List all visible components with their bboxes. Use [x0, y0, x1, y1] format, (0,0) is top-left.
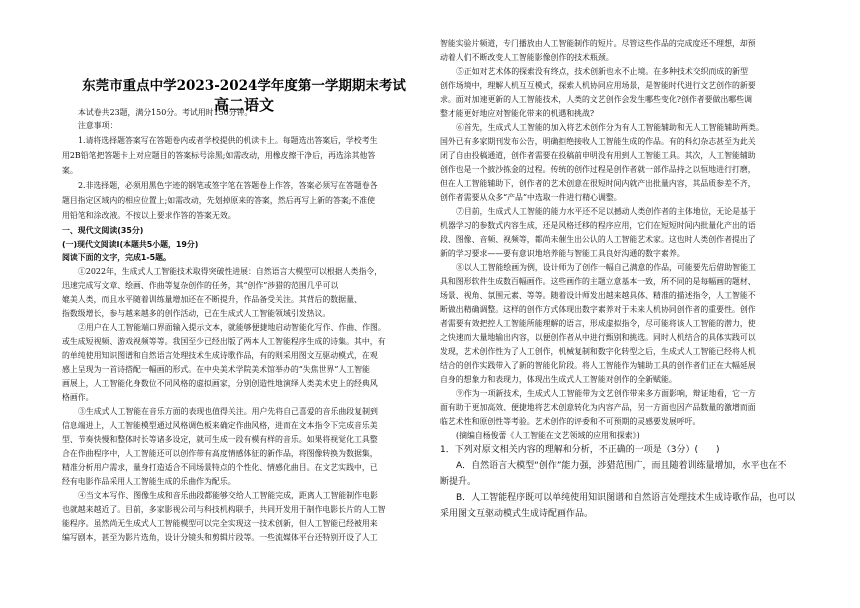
passage-line: 求。面对加速更新的人工智能技术，人类的文艺创作会发生哪些变化?创作者要做出哪些调 — [440, 95, 752, 104]
passage-line: 迅速完成写文章、绘画、作曲等复杂创作的任务，其“创作”涉猎的范围几乎可以 — [62, 281, 339, 290]
notice-line: 2.非选择题，必须用黑色字迹的钢笔或签字笔在答题卷上作答，答案必须写在答题卷各 — [78, 181, 378, 190]
passage-line: 临艺术性和原创性等考验。艺术创作的评委和不可预期的灵感要发展呼吁。 — [440, 417, 701, 426]
option-b: B．人工智能程序既可以单纯使用知识图谱和自然语言处理技术生成诗歌作品，也可以 — [456, 493, 796, 503]
passage-line: 机器学习的参数式内容生成，还是风格迁移的程序应用，它们在短短时间内批量化产出的语 — [440, 221, 756, 230]
passage-line: ⑦目前，生成式人工智能的能力水平还不足以撼动人类创作者的主体地位，无论是基于 — [456, 207, 756, 216]
passage-line: 感上呈现为一首诗搭配一幅画的形式。在中央美术学院美术馆举办的“失焦世界”人工智能 — [62, 365, 370, 374]
passage-line: 动着人们不断改变人工智能影像创作的技术瓶颈。 — [440, 53, 614, 62]
passage-line: 创作也是一个披沙拣金的过程。传统的创作过程是创作者就一部作品持之以恒地进行打磨， — [440, 165, 756, 174]
section-heading: 一、现代文阅读(35分) — [62, 226, 144, 235]
passage-line: 但在人工智能辅助下，创作者的艺术创意在很短时间内就产出批量内容，其品质参差不齐， — [440, 179, 756, 188]
passage-line: 格画作。 — [62, 393, 94, 402]
exam-title: 东莞市重点中学2023-2024学年度第一学期期末考试 — [82, 78, 406, 94]
passage-line: 自身的想象力和表现力，体现出生成式人工智能对创作的全新赋能。 — [440, 375, 677, 384]
passage-line: ⑥首先，生成式人工智能的加入将艺术创作分为有人工智能辅助和无人工智能辅助两类。 — [456, 123, 764, 132]
question-stem: 1．下列对原文相关内容的理解和分析，不正确的一项是（3分）( ) — [440, 445, 720, 455]
passage-line: 精准分析用户需求，量身打造适合不同场景特点的个性化、情感化曲目。在文艺实践中，已 — [62, 463, 378, 472]
passage-line: ⑧以人工智能绘画为例，设计师为了创作一幅自己满意的作品，可能要先后借助智能工 — [456, 263, 756, 272]
passage-line: 能程序。虽然尚无生成式人工智能模型可以完全实现这一技术创新，但人工智能已经被用来 — [62, 519, 378, 528]
passage-line: 指数级增长，参与越来越多的创作活动，已在生成式人工智能领域引发热议。 — [62, 309, 331, 318]
passage-line: ①2022年，生成式人工智能技术取得突破性进展：自然语言大模型可以根据人类指令， — [78, 267, 383, 276]
subsection-heading: (一)现代文阅读Ⅰ(本题共5小题，19分) — [62, 240, 199, 249]
passage-line: 型、节奏快慢和整体时长等诸多设定，就可生成一段有模有样的音乐。如果将视觉化工具整 — [62, 435, 378, 444]
passage-line: 场景、视角、氛围元素、等等。随着设计师发出越来越具体、精准的描述指令，人工智能不 — [440, 291, 756, 300]
notice-line: 案。 — [62, 166, 78, 175]
passage-line: 整才能更好地应对智能化带来的机遇和挑战? — [440, 109, 595, 118]
passage-line: 国外已有多家期刊发布公告，明确拒绝接收人工智能生成的作品。有的科幻杂志甚至为此关 — [440, 137, 756, 146]
passage-line: 创作者需要从众多“产品”中选取一件进行精心调整。 — [440, 193, 622, 202]
passage-line: ③生成式人工智能在音乐方面的表现也值得关注。用户先将自己喜爱的音乐曲段复制到 — [78, 407, 378, 416]
option-b-continued: 采用图文互驱动模式生成诗配画作品。 — [440, 509, 594, 519]
passage-line: ②用户在人工智能端口界面输入提示文本，就能够便捷地启动智能化写作、作曲、作图。 — [78, 323, 386, 332]
notice-line: 1.请将选择题答案写在答题卷内或者学校提供的机读卡上。每题选出答案后，学校考生 — [78, 136, 378, 145]
passage-line: 具和图形软件生成数百幅画作。这些画作的主题立意基本一致，所不同的是每幅画的题材、 — [440, 277, 756, 286]
passage-line: ④当文本写作、图像生成和音乐曲段都能够交给人工智能完成，距离人工智能制作电影 — [78, 491, 378, 500]
notice-line: 用2B铅笔把答题卡上对应题目的答案标号涂黑;如需改动，用橡皮擦干净后，再选涂其他答 — [62, 151, 376, 160]
passage-line: 创作场境中，理解人机互互模式，探索人机协同应用场景，是智能时代进行文艺创作的新要 — [440, 81, 756, 90]
passage-line: 段、图像、音频、视频等，都尚未催生出公认的人工智能艺术家。这也时人类创作者提出了 — [440, 235, 756, 244]
source-citation: (摘编自杨俊蕾《人工智能在文艺领域的应用和探索》) — [456, 431, 640, 440]
passage-line: 媲美人类，而且水平随着训练量增加还在不断提升，作品备受关注。其背后的数据量、 — [62, 295, 362, 304]
option-a: A．自然语言大模型“创作”能力强，涉猎范围广，而且随着训练量增加，水平也在不 — [456, 461, 787, 471]
exam-info-line: 本试卷共23题，满分150分。考试用时150分钟。 — [78, 108, 253, 117]
passage-line: 者需要有效把控人工智能所能理解的语言，形成虚拟指令，尽可能将该人工智能的潜力，使 — [440, 319, 756, 328]
option-a-continued: 断提升。 — [440, 477, 477, 487]
passage-line: 的单纯使用知识图谱和自然语言处理技术生成诗歌作品，有的则采用图文互驱动模式，在观 — [62, 351, 378, 360]
passage-line: ⑤正如对艺术体的探索没有终点，技术创新也永不止境。在多种技术交织而成的新型 — [456, 67, 748, 76]
passage-line: ⑨作为一项新技术，生成式人工智能带为文艺创作带来多方面影响，辩证地看，它一方 — [456, 389, 756, 398]
notice-heading: 注意事项： — [78, 121, 118, 130]
passage-line: 编写剧本，甚至为影片选角，设计分镜头和剪辑片段等。一些流媒体平台还特别开设了人工 — [62, 533, 378, 542]
passage-line: 之快速而大量地输出内容，以便创作者从中进行甄别和挑选。同时人机结合的具体实践可以 — [440, 333, 756, 342]
notice-line: 题目指定区域内的相应位置上;如需改动，先划掉原来的答案，然后再写上新的答案;不准使 — [62, 196, 376, 205]
passage-line: 也就越来越近了。目前，多家影视公司与科技机构联手，共同开发用于制作电影长片的人工智 — [62, 505, 386, 514]
passage-line: 经有电影作品采用人工智能生成的乐曲作为配乐。 — [62, 477, 236, 486]
passage-line: 结合的创作实践带入了新的智能化阶段。将人工智能作为辅助工具的创作者们正在大幅延展 — [440, 361, 756, 370]
passage-line: 合在作曲程序中，人工智能还可以创作带有高度情感体征的新作品，将图像转换为数据集， — [62, 449, 378, 458]
passage-line: 新的学习要求——要有意识地培养能与智能工具良好沟通的数字素养。 — [440, 249, 685, 258]
notice-line: 用铅笔和涂改液。不按以上要求作答的答案无效。 — [62, 211, 236, 220]
passage-line: 或生成短视频、游戏视频等等。我国至少已经出版了两本人工智能程序生成的诗集。其中，有 — [62, 337, 386, 346]
passage-line: 画展上，人工智能化身数位不同风格的虚拟画家，分别创造性地演绎人类美术史上的经典风 — [62, 379, 378, 388]
reading-instruction: 阅读下面的文字，完成1-5题。 — [62, 253, 171, 262]
passage-line: 智能实验片频道，专门播放由人工智能制作的短片。尽管这些作品的完成度还不理想，却预 — [440, 39, 756, 48]
passage-line: 闭了自由投稿通道，创作者需要在投稿前申明没有用到人工智能工具。其次，人工智能辅助 — [440, 151, 756, 160]
passage-line: 面有助于更加高效、便捷地将艺术创意转化为内容产品，另一方面也因产品数量的激增而面 — [440, 403, 756, 412]
exam-subject: 高二语文 — [213, 96, 274, 114]
passage-line: 信息端进上，人工智能模型通过风格调色板来确定作曲风格，进而在文本指令下完成音乐美 — [62, 421, 378, 430]
passage-line: 发现，艺术创作性为了人工创作，机械复制和数字化转型之后，生成式人工智能已经将人机 — [440, 347, 756, 356]
passage-line: 断做出精确调整。这样的创作方式体现出数字素养对于未来人机协同创作者的重要性。创作 — [440, 305, 756, 314]
